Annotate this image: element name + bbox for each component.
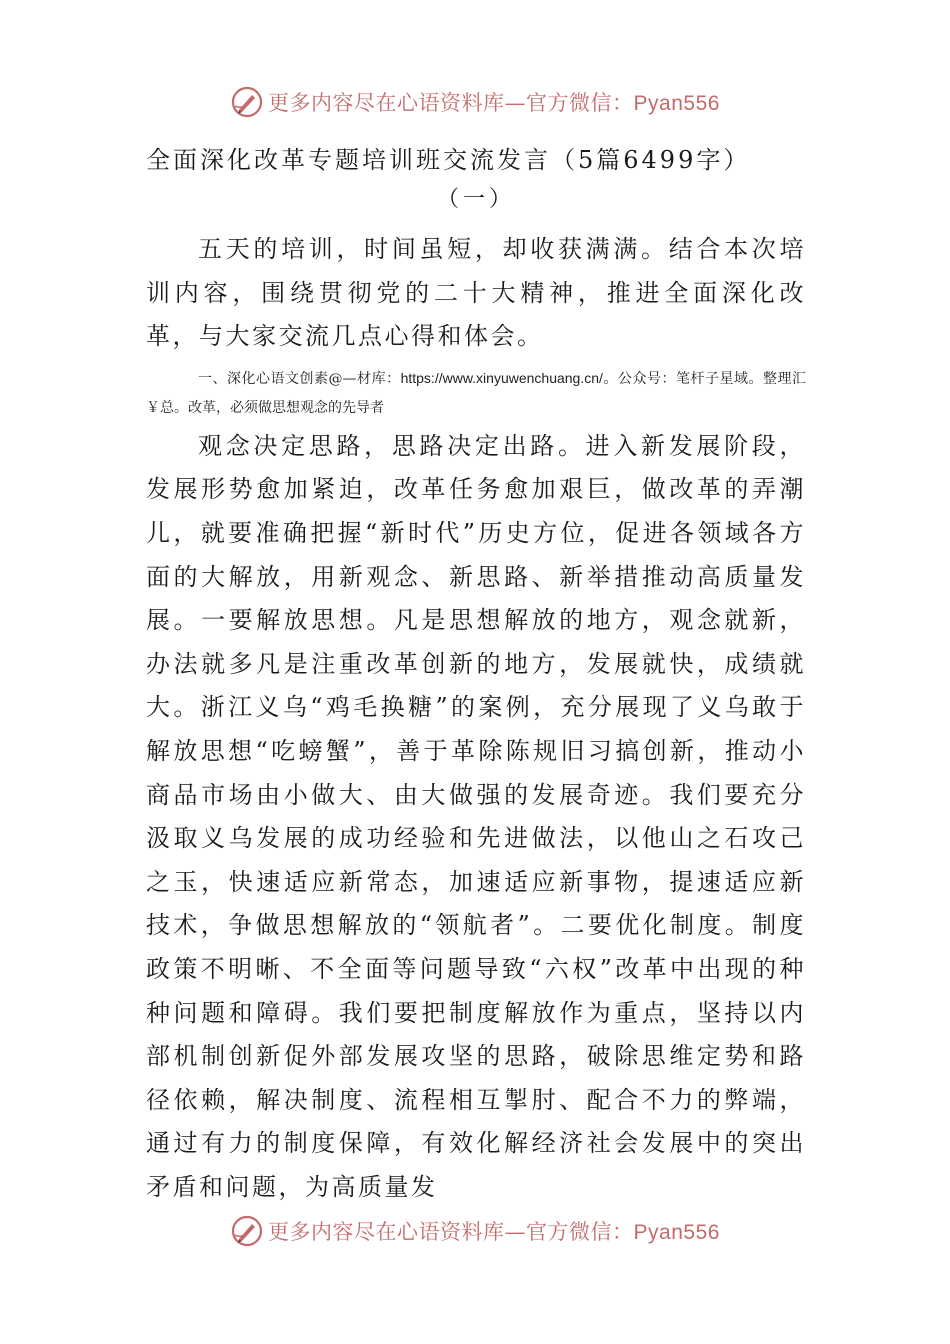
note-prefix: 一、深化心语文创素@—材库：: [198, 370, 401, 387]
paragraph-intro: 五天的培训，时间虽短，却收获满满。结合本次培训内容，围绕贯彻党的二十大精神，推进全面深化改革，与大家交流几点心得和体会。: [146, 235, 806, 351]
footer-watermark-banner: [0, 1211, 950, 1251]
pen-logo-icon: [230, 1214, 264, 1248]
wechat-id: Pyan556: [633, 1221, 720, 1244]
header-watermark-banner: [0, 82, 950, 122]
section-number: （一）: [436, 187, 515, 212]
note-suffix: 。公众号：笔杆子星域。整理汇￥总。改革，必须做思想观念的先导者: [146, 370, 807, 416]
section-heading-note: [146, 364, 806, 423]
pen-logo-icon: [230, 85, 264, 119]
document-body: [146, 140, 806, 1209]
footer-watermark-text: 更多内容尽在心语资料库—官方微信：Pyan556: [268, 1220, 720, 1244]
document-title: 全面深化改革专题培训班交流发言（5篇6499字）: [146, 146, 751, 174]
header-watermark-text: 更多内容尽在心语资料库—官方微信：Pyan556: [268, 91, 720, 115]
note-url: https://www.xinyuwenchuang.cn/: [400, 369, 603, 386]
wechat-id: Pyan556: [633, 92, 720, 115]
paragraph-body: 观念决定思路，思路决定出路。进入新发展阶段，发展形势愈加紧迫，改革任务愈加艰巨，做改革的弄潮儿，就要准确把握“新时代”历史方位，促进各领域各方面的大解放，用新观念、新思路、新举措推动高质量发展。一要解放思想。凡是思想解放的地方，观念就新，办法就多凡是注重改革创新的地方，发展就快，成绩就大。浙江义乌“鸡毛换糖”的案例，充分展现了义乌敢于解放思想“吃螃蟹”，善于革除陈规旧习搞创新，推动小商品市场由小做大、由大做强的发展奇迹。我们要充分汲取义乌发展的成功经验和先进做法，以他山之石攻己之玉，快速适应新常态，加速适应新事物，提速适应新技术，争做思想解放的“领航者”。二要优化制度。制度政策不明晰、不全面等问题导致“六权”改革中出现的种种问题和障碍。我们要把制度解放作为重点，坚持以内部机制创新促外部发展攻坚的思路，破除思维定势和路径依赖，解决制度、流程相互掣肘、配合不力的弊端，通过有力的制度保障，有效化解经济社会发展中的突出矛盾和问题，为高质量发: [146, 431, 806, 1201]
